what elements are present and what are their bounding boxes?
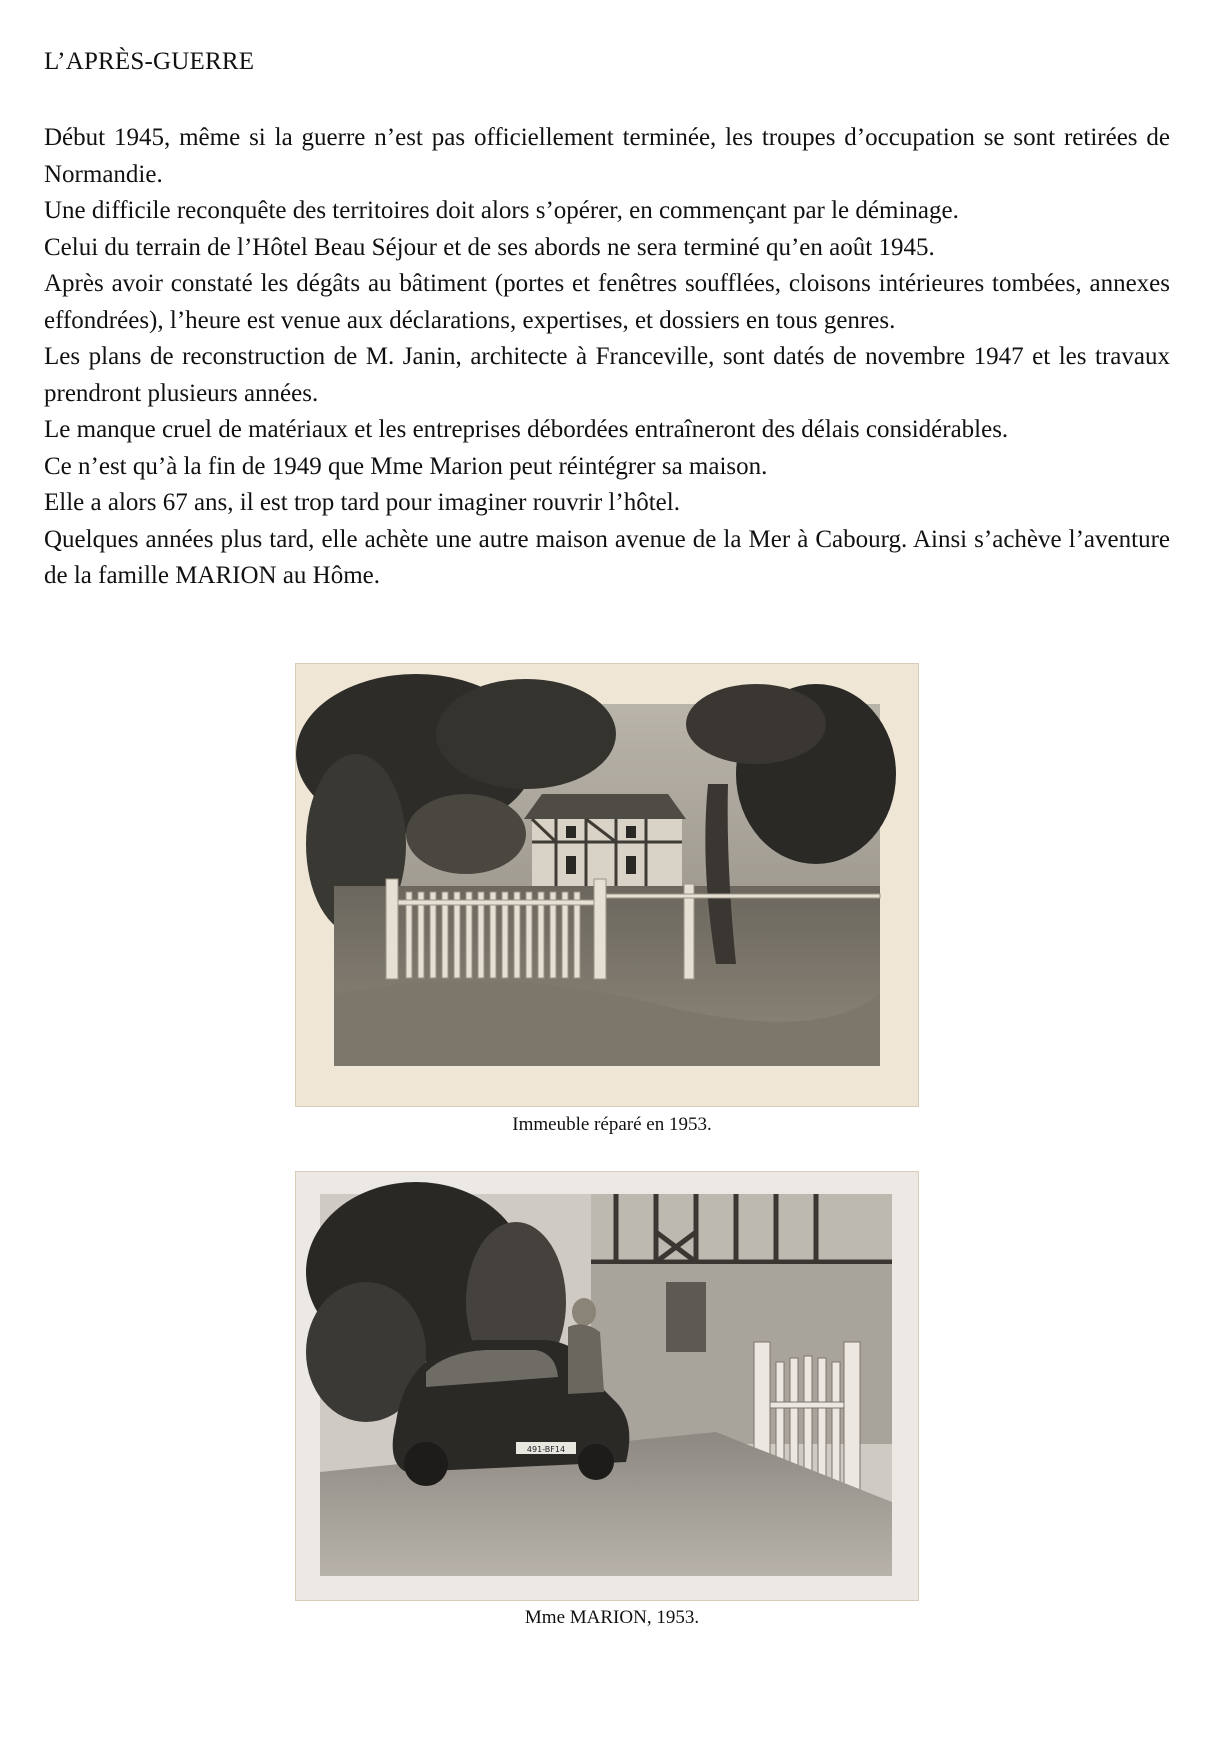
- paragraph: Après avoir constaté les dégâts au bâtiment (portes et fenêtres soufflées, cloisons intérieures tombées, annexes effondrées), l’heure est venue aux déclarations, expertises, et dossiers en tous genres.: [44, 270, 1170, 334]
- paragraph: Début 1945, même si la guerre n’est pas officiellement terminée, les troupes d’occupation se sont retirées de Normandie.: [44, 124, 1170, 188]
- paragraph: Le manque cruel de matériaux et les entreprises débordées entraîneront des délais considérables.: [44, 416, 1009, 443]
- photo-house-1953: [296, 664, 918, 1106]
- license-plate: 491-BF14: [526, 1445, 566, 1454]
- paragraph: Ce n’est qu’à la fin de 1949 que Mme Marion peut réintégrer sa maison.: [44, 452, 768, 480]
- paragraph: Une difficile reconquête des territoires doit alors s’opérer, en commençant par le déminage.: [44, 197, 959, 224]
- paragraph: Les plans de reconstruction de M. Janin, architecte à Franceville, sont datés de novembre 1947 et les travaux prendront plusieurs années.: [44, 343, 1170, 407]
- paragraph: Elle a alors 67 ans, il est trop tard pour imaginer rouvrir l’hôtel.: [44, 489, 680, 516]
- figure-caption: Mme MARION, 1953.: [524, 1607, 700, 1628]
- figure-caption: Immeuble réparé en 1953.: [512, 1114, 712, 1135]
- paragraph: Quelques années plus tard, elle achète une autre maison avenue de la Mer à Cabourg. Ainsi s’achève l’aventure de la famille MARION au Hôme.: [44, 525, 1170, 589]
- page-title: L’APRÈS-GUERRE: [44, 48, 255, 75]
- body-text: [44, 120, 1170, 595]
- paragraph: Celui du terrain de l’Hôtel Beau Séjour et de ses abords ne sera terminé qu’en août 1945.: [44, 233, 935, 261]
- photo-mme-marion-car: [296, 1172, 918, 1600]
